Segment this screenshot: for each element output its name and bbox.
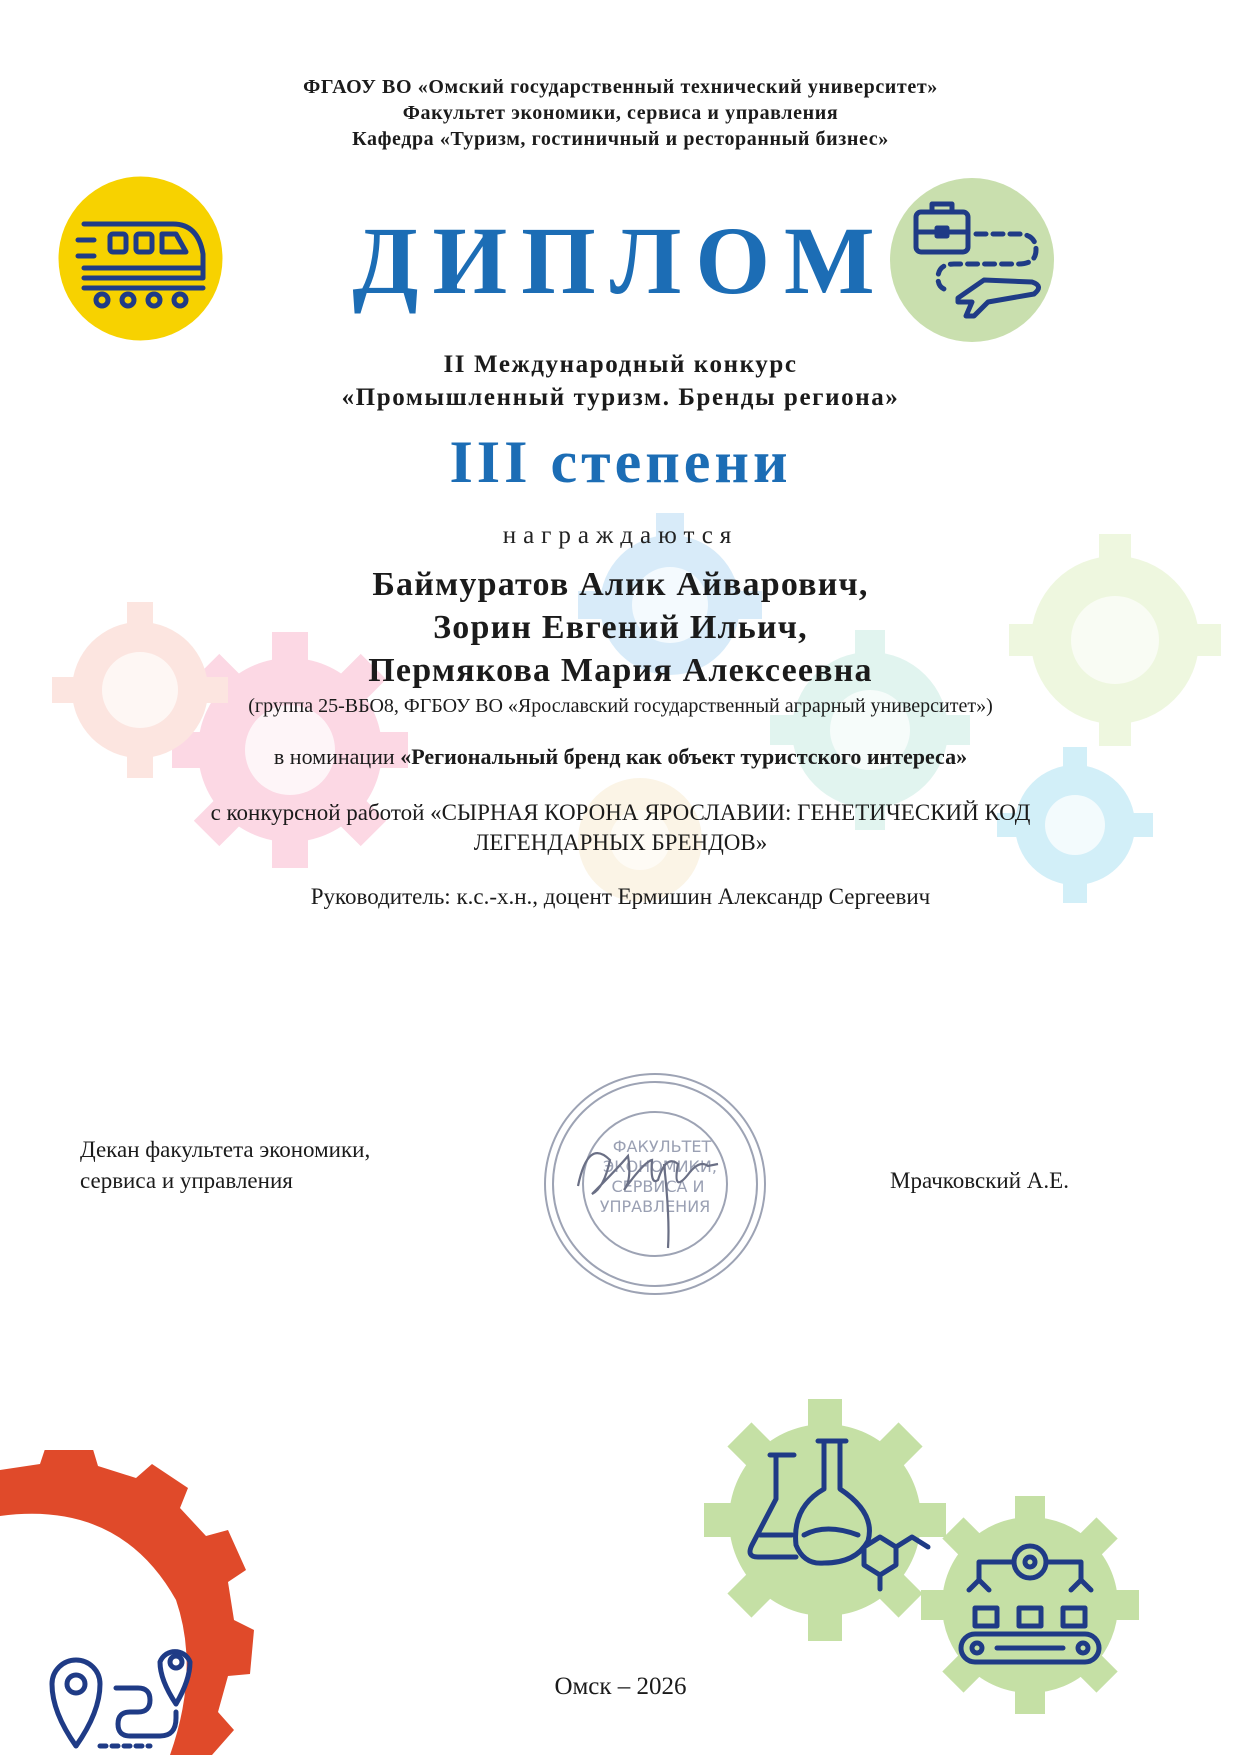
official-stamp: [540, 1068, 770, 1300]
university-name: ФГАОУ ВО «Омский государственный технический университет»: [303, 76, 938, 98]
contest-title: II Международный конкурс: [443, 351, 798, 378]
stamp-text: УПРАВЛЕНИЯ: [599, 1197, 711, 1216]
stamp-text: ФАКУЛЬТЕТ: [612, 1137, 712, 1156]
supervisor: Руководитель: к.с.-х.н., доцент Ермишин Александр Сергеевич: [310, 884, 931, 909]
nomination: [0, 744, 1241, 770]
nomination-prefix: в номинации: [273, 744, 401, 769]
route-icon: [0, 1450, 330, 1755]
stamp-text: ЭКОНОМИКИ,: [603, 1157, 717, 1176]
signatory-position: Декан факультета экономики,: [80, 1137, 371, 1162]
recipient-name: Зорин Евгений Ильич,: [433, 609, 808, 646]
lab-flask-icon: [700, 1395, 950, 1645]
work-title-line1: с конкурсной работой «СЫРНАЯ КОРОНА ЯРОСЛАВИИ: ГЕНЕТИЧЕСКИЙ КОД: [210, 800, 1031, 825]
work-title-line2: ЛЕГЕНДАРНЫХ БРЕНДОВ»: [473, 830, 768, 855]
contest-name: «Промышленный туризм. Бренды региона»: [341, 384, 900, 411]
nomination-name: «Региональный бренд как объект туристского интереса»: [400, 744, 968, 769]
group-info: (группа 25-ВБО8, ФГБОУ ВО «Ярославский государственный аграрный университет»): [248, 695, 993, 717]
department-name: Кафедра «Туризм, гостиничный и ресторанный бизнес»: [352, 128, 889, 150]
diploma-degree: III степени: [449, 429, 792, 495]
diploma-title: ДИПЛОМ: [352, 207, 889, 314]
recipient-name: Пермякова Мария Алексеевна: [368, 652, 873, 689]
recipient-name: Баймуратов Алик Айварович,: [372, 566, 869, 603]
signatory-position: сервиса и управления: [80, 1168, 293, 1193]
awarded-label: награждаются: [502, 522, 739, 549]
faculty-name: Факультет экономики, сервиса и управления: [402, 102, 839, 124]
stamp-text: СЕРВИСА И: [611, 1177, 705, 1196]
signatory-name: Мрачковский А.Е.: [890, 1168, 1069, 1193]
city-year: Омск – 2026: [554, 1673, 687, 1700]
